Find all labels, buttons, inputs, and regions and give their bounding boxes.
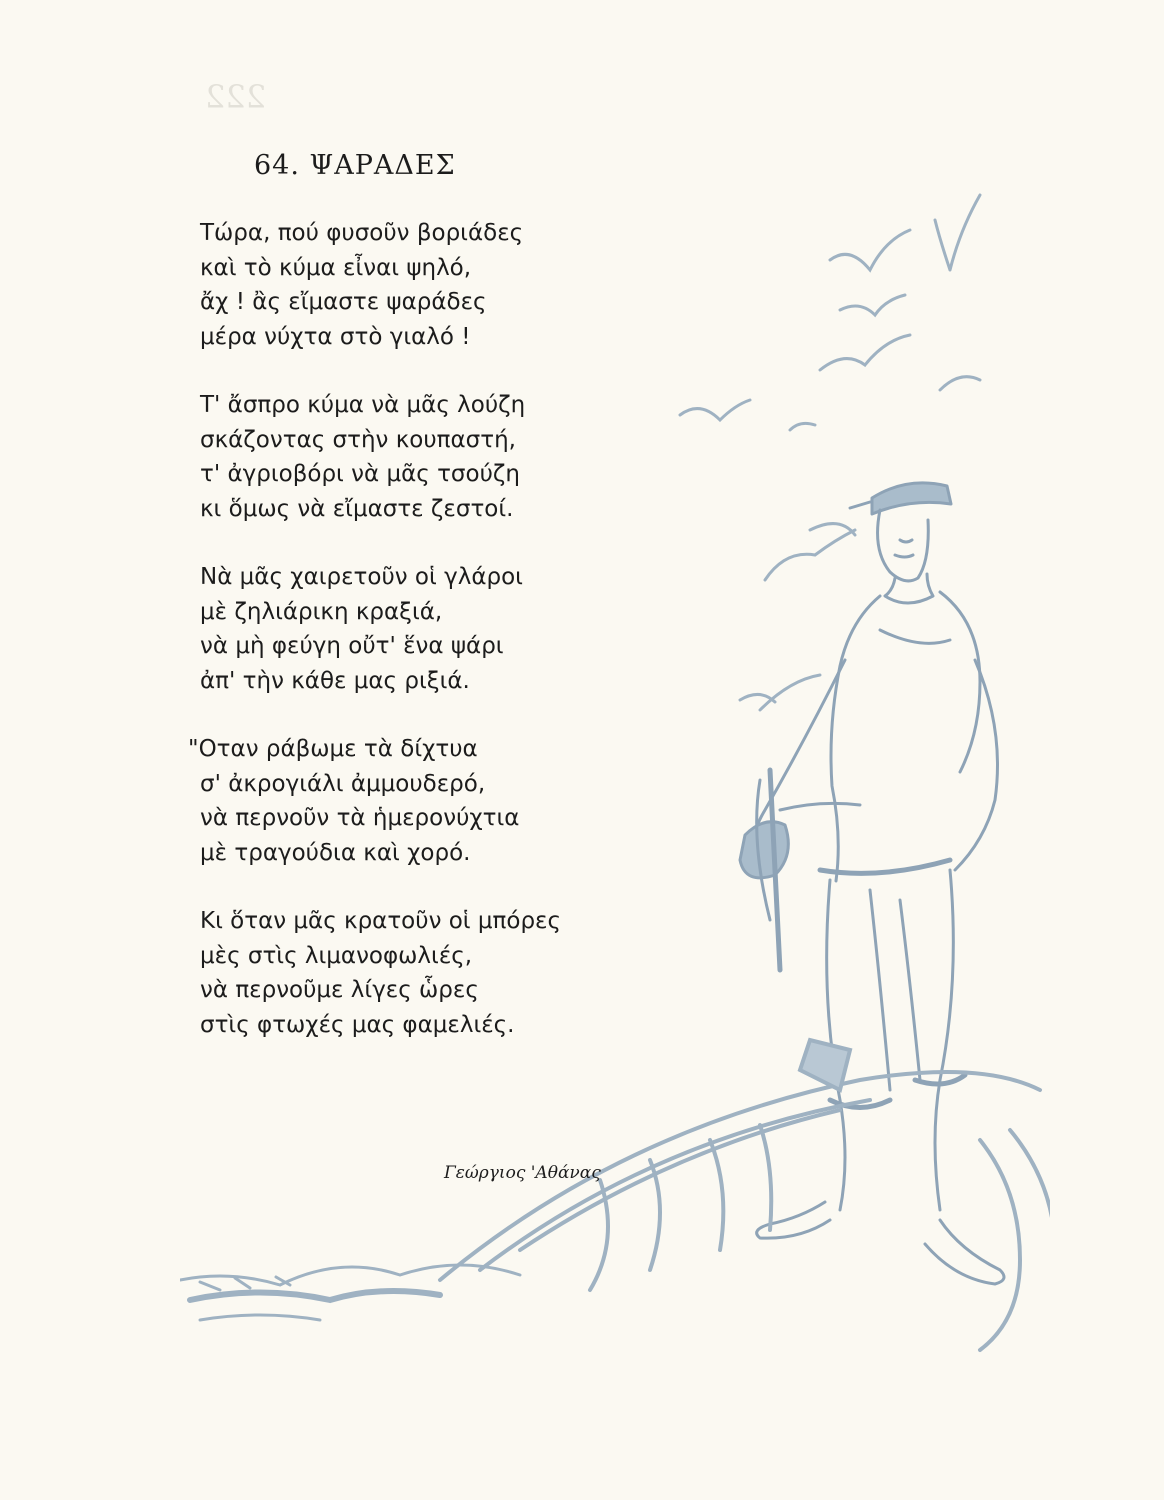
stanza bbox=[200, 904, 720, 1042]
wave-lines bbox=[180, 1265, 520, 1320]
verse-line: Τώρα, πού φυσοῦν βοριάδες bbox=[200, 220, 524, 246]
verse-line: νὰ μὴ φεύγη οὔτ' ἕνα ψάρι bbox=[200, 633, 504, 659]
stanza bbox=[188, 732, 720, 870]
verse-line: κι ὅμως νὰ εἴμαστε ζεστοί. bbox=[200, 495, 514, 522]
seagull-icon bbox=[790, 423, 815, 430]
verse-line: μὲ τραγούδια καὶ χορό. bbox=[200, 839, 471, 866]
verse-line: σ' ἀκρογιάλι ἀμμουδερό, bbox=[200, 770, 486, 797]
verse-line: ἀπ' τὴν κάθε μας ριξιά. bbox=[200, 667, 470, 694]
seagull-icon bbox=[765, 530, 855, 580]
seagull-icon bbox=[940, 377, 980, 390]
seagull-icon bbox=[830, 230, 910, 270]
verse-line: μὲ ζηλιάρικη κραξιά, bbox=[200, 598, 443, 625]
fisherman-figure bbox=[740, 483, 1004, 1284]
verse-line: νὰ περνοῦν τὰ ἡμερονύχτια bbox=[200, 805, 520, 831]
author-signature: Γεώργιος 'Αθάνας bbox=[444, 1163, 601, 1183]
verse-line: νὰ περνοῦμε λίγες ὧρες bbox=[200, 977, 479, 1003]
boat-hull bbox=[440, 1040, 1050, 1350]
verse-line: σκάζοντας στὴν κουπαστή, bbox=[200, 426, 516, 453]
verse-line: Κι ὅταν μᾶς κρατοῦν οἱ μπόρες bbox=[200, 908, 561, 934]
bleed-through-page-number: 222 bbox=[205, 78, 267, 116]
verse-line: "Οταν ράβωμε τὰ δίχτυα bbox=[188, 736, 478, 762]
stanza bbox=[200, 216, 720, 354]
verse-line: μὲς στὶς λιμανοφωλιές, bbox=[200, 942, 473, 969]
poem-body bbox=[188, 216, 720, 1076]
stanza bbox=[200, 388, 720, 526]
verse-line: ἄχ ! ἂς εἴμαστε ψαράδες bbox=[200, 289, 487, 315]
page-title: 64. ΨΑΡΑΔΕΣ bbox=[254, 150, 456, 181]
seagull-icon bbox=[820, 335, 910, 370]
verse-line: μέρα νύχτα στὸ γιαλό ! bbox=[200, 323, 471, 350]
verse-line: Νὰ μᾶς χαιρετοῦν οἱ γλάροι bbox=[200, 564, 523, 590]
seagull-icon bbox=[840, 295, 905, 315]
seagull-icon bbox=[935, 195, 980, 270]
stanza bbox=[200, 560, 720, 698]
verse-line: στὶς φτωχές μας φαμελιές. bbox=[200, 1011, 515, 1038]
verse-line: τ' ἀγριοβόρι νὰ μᾶς τσούζη bbox=[200, 461, 520, 487]
seagull-icon bbox=[760, 675, 820, 710]
verse-line: καὶ τὸ κύμα εἶναι ψηλό, bbox=[200, 254, 472, 281]
verse-line: Τ' ἄσπρο κύμα νὰ μᾶς λούζη bbox=[200, 392, 526, 418]
